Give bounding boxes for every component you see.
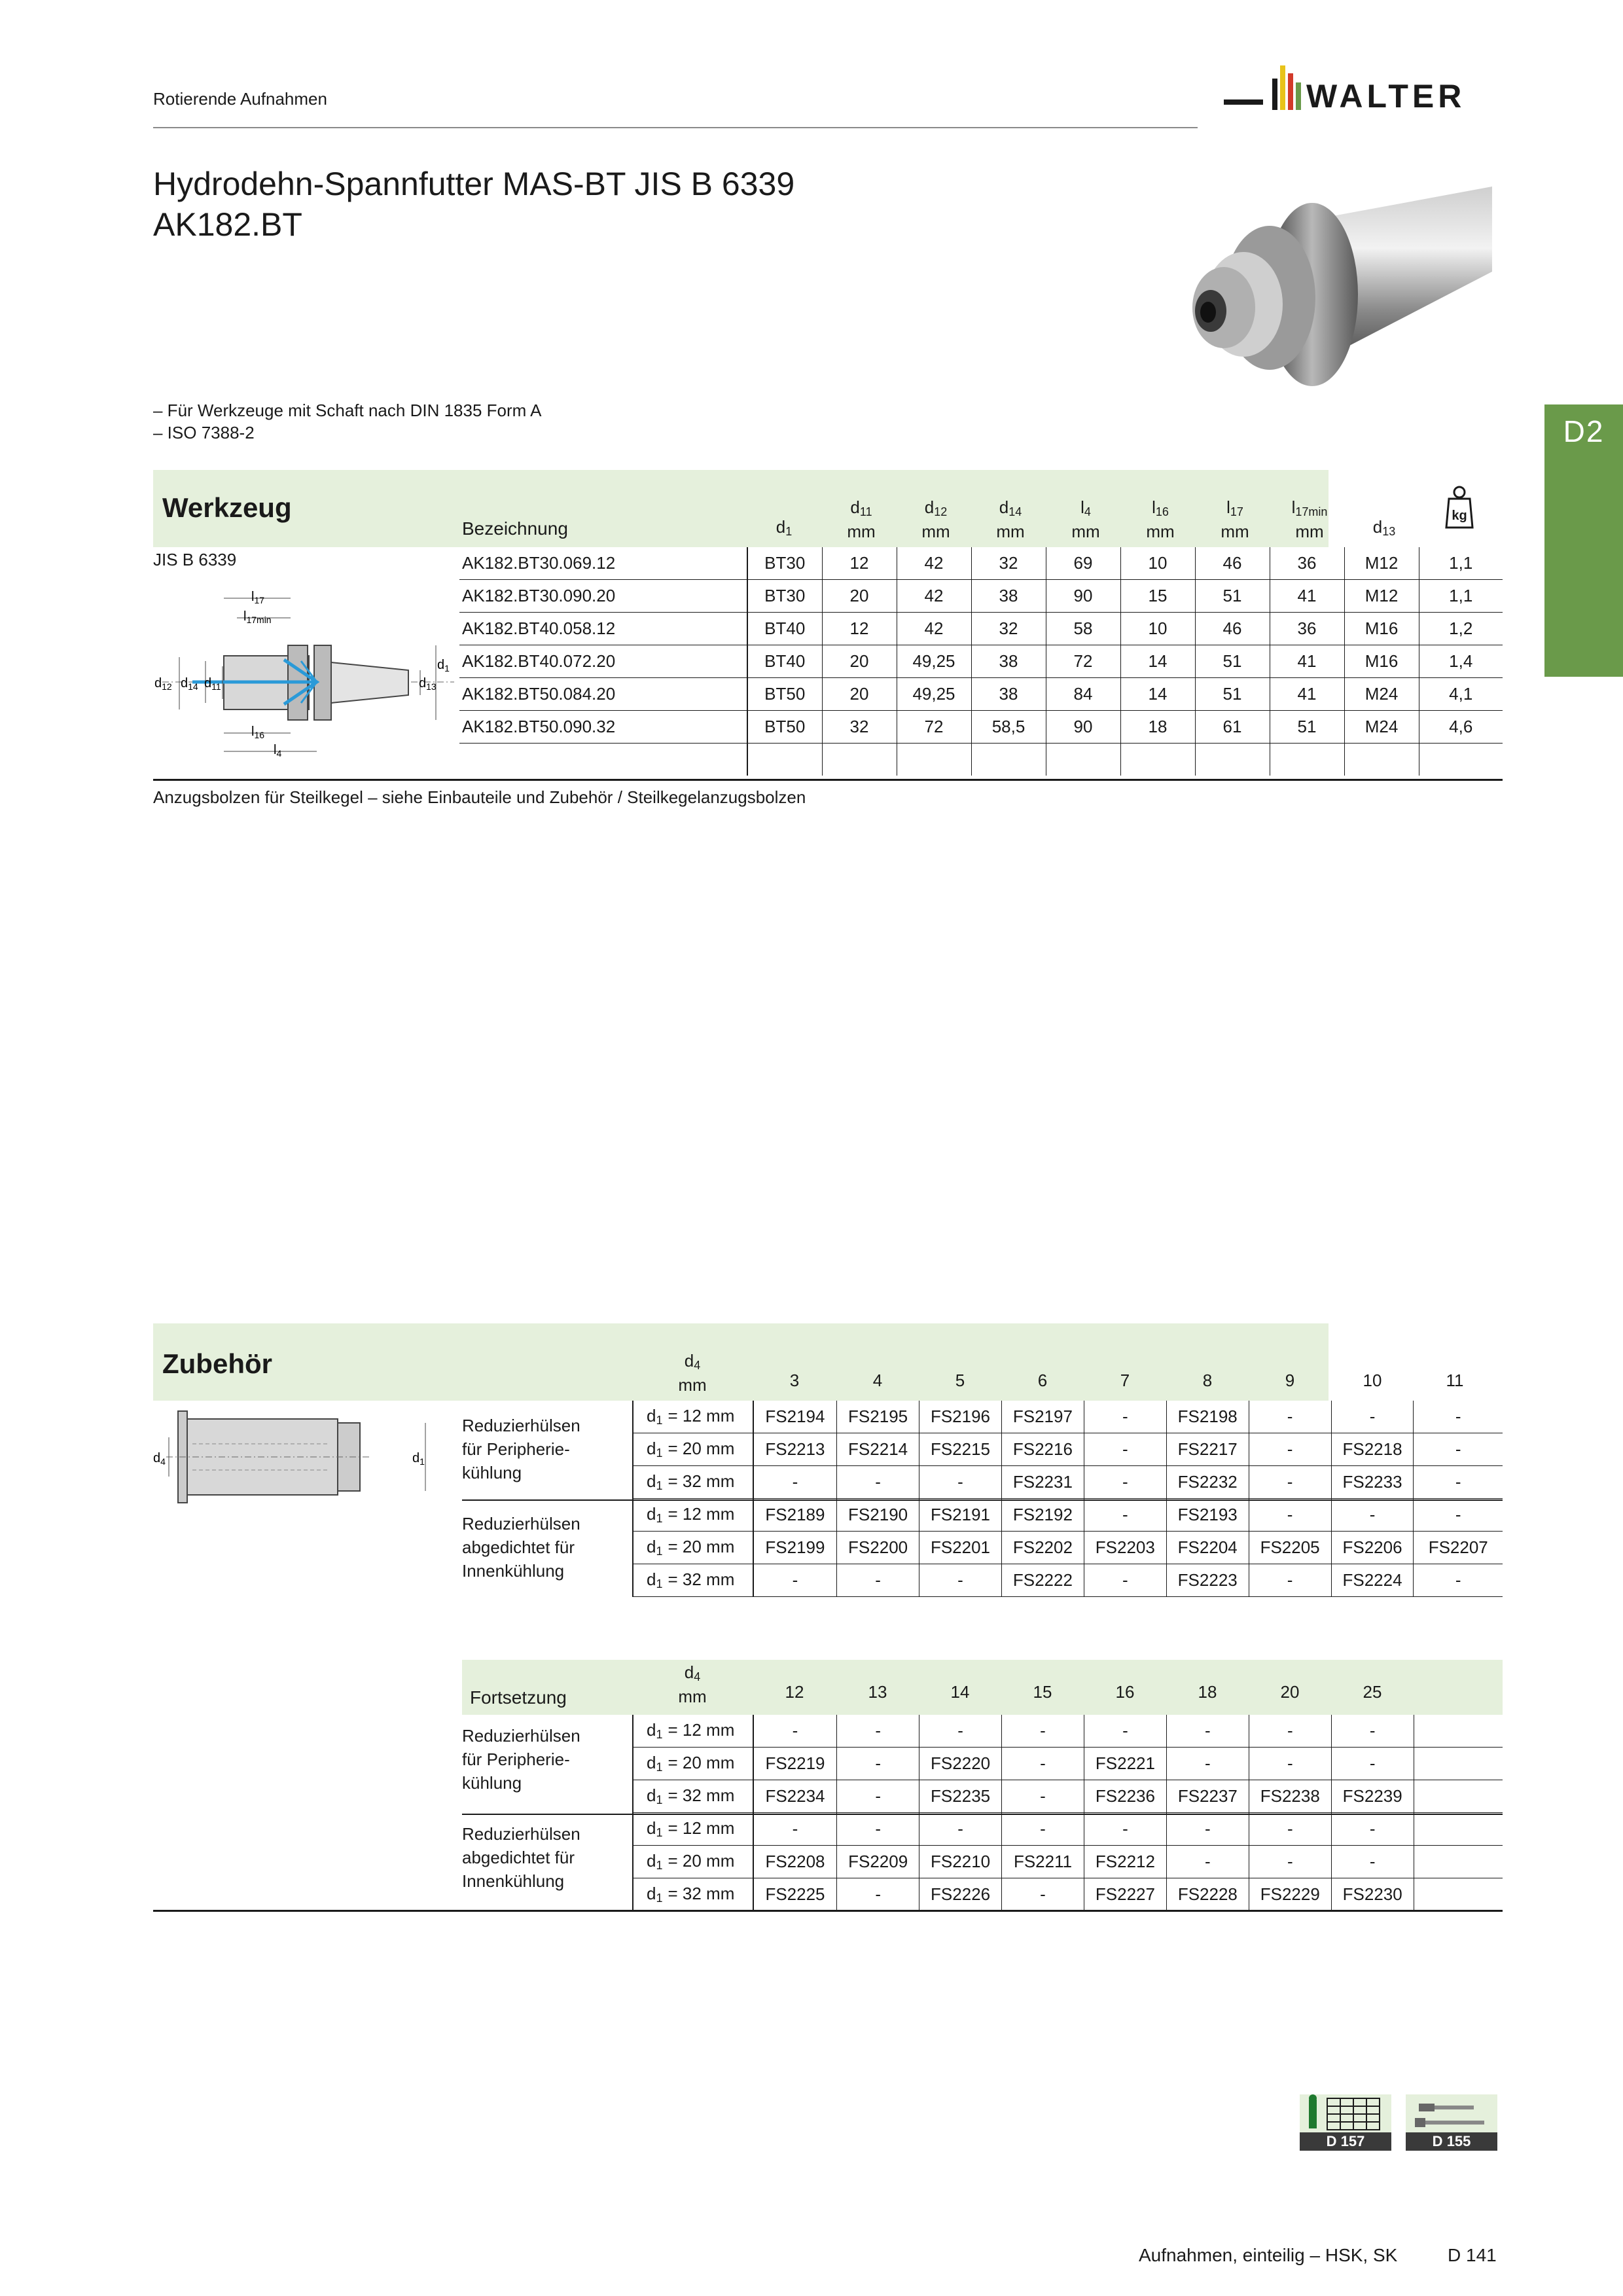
table-cell: - [1331,1748,1414,1780]
fortsetzung-title: Fortsetzung [470,1687,567,1708]
table-cell: FS2216 [1001,1433,1084,1466]
table-cell: FS2197 [1001,1401,1084,1433]
table-cell [1046,744,1120,776]
table-row [633,1564,1503,1597]
table-cell: FS2211 [1002,1846,1084,1878]
table-cell: - [919,1564,1002,1597]
table-cell: 12 [822,547,897,580]
table-cell: 58 [1046,613,1120,645]
col-d11: d11 mm [847,497,876,541]
table-cell: FS2218 [1331,1433,1414,1466]
table-cell: - [1331,1846,1414,1878]
table-cell [747,744,822,776]
table-cell: FS2190 [837,1499,919,1532]
group-label-peripherie: Reduzierhülsen für Peripherie- kühlung [462,1416,580,1482]
ref-info-label[interactable]: D 157 [1300,2132,1391,2151]
table-cell: - [919,1466,1002,1499]
feature-item: – Für Werkzeuge mit Schaft nach DIN 1835 Form A [153,401,542,420]
size-header: 14 [950,1682,970,1702]
table-row [633,1532,1503,1564]
table-cell: BT50 [747,711,822,744]
table-row [633,1878,1503,1911]
table-cell: - [1084,1401,1166,1433]
table-cell: FS2195 [837,1401,919,1433]
table-cell: 15 [1120,580,1195,613]
table-cell: FS2228 [1166,1878,1249,1911]
table-cell: 36 [1270,547,1344,580]
table-cell: FS2202 [1001,1532,1084,1564]
chuck-drawing [153,584,461,761]
section-header: Rotierende Aufnahmen [153,89,327,109]
werkzeug-title: Werkzeug [162,492,292,523]
footer-text: Aufnahmen, einteilig – HSK, SK [1139,2245,1398,2265]
table-cell: 14 [1120,678,1195,711]
label-d4: $d_4$ [153,1451,166,1467]
size-header: 4 [872,1371,883,1390]
table-cell: 90 [1046,711,1120,744]
page-number: D 141 [1448,2245,1497,2265]
table-cell: - [1249,1748,1331,1780]
col-l16: l16 mm [1146,497,1175,541]
table-cell: - [1249,1499,1331,1532]
table-cell: 1,1 [1419,580,1503,613]
table-cell: FS2194 [753,1401,837,1433]
table-cell: FS2224 [1331,1564,1414,1597]
fortsetzung-group-divider [462,1814,1503,1815]
d1-label: d1 = 32 mm [633,1780,753,1813]
table-cell: FS2208 [753,1846,837,1878]
table-cell: 42 [897,580,971,613]
weight-kg-icon [1445,484,1474,530]
col-d14: d14 mm [996,497,1025,541]
table-cell: 38 [971,645,1046,678]
label-d14: $d_{14}$ [181,676,198,692]
table-cell: FS2213 [753,1433,837,1466]
fortsetzung-table [632,1715,1503,1911]
size-header: 16 [1115,1682,1135,1702]
table-cell: - [837,1564,919,1597]
table-row [633,1433,1503,1466]
d1-label: d1 = 32 mm [633,1466,753,1499]
table-row [459,711,1503,744]
fortsetzung-bottom-rule [153,1910,1503,1912]
table-cell: FS2199 [753,1532,837,1564]
label-d1: $d_1$ [437,658,450,673]
table-cell: - [1084,1813,1166,1846]
label-l16: $l_{16}$ [251,725,265,740]
table-cell: FS2233 [1331,1466,1414,1499]
bolt-icon [1406,2094,1497,2132]
table-cell: FS2206 [1331,1532,1414,1564]
article-number: AK182.BT30.069.12 [459,547,747,580]
table-cell: FS2225 [753,1878,837,1911]
table-cell: - [1166,1715,1249,1748]
article-number: AK182.BT50.090.32 [459,711,747,744]
col-d4: d4 mm [678,1351,707,1395]
table-cell: 58,5 [971,711,1046,744]
table-cell: - [1002,1813,1084,1846]
info-table-icon [1300,2094,1391,2132]
table-cell: FS2209 [837,1846,919,1878]
table-cell [1414,1715,1503,1748]
table-cell: FS2205 [1249,1532,1331,1564]
table-cell [1414,1878,1503,1911]
table-cell: M12 [1344,580,1419,613]
label-d11: $d_{11}$ [204,676,221,692]
table-cell: - [1249,1466,1331,1499]
table-cell [1195,744,1270,776]
table-row [633,1748,1503,1780]
title-line-2: AK182.BT [153,206,302,243]
table-row [633,1780,1503,1813]
chapter-tab-label: D2 [1563,414,1605,448]
size-header: 6 [1037,1371,1048,1390]
table-cell: FS2212 [1084,1846,1166,1878]
label-d1: $d_1$ [412,1451,425,1467]
werkzeug-table [459,547,1503,776]
page-title [153,164,794,245]
table-row [633,1499,1503,1532]
zubehoer-title: Zubehör [162,1348,272,1379]
norm-label: JIS B 6339 [153,550,237,569]
table-cell: - [1414,1401,1503,1433]
table-cell: FS2232 [1166,1466,1249,1499]
table-cell: FS2200 [837,1532,919,1564]
table-cell: - [919,1813,1002,1846]
table-cell: 84 [1046,678,1120,711]
col-d1: d1 [776,517,793,538]
table-cell: - [1249,1846,1331,1878]
table-cell: FS2198 [1166,1401,1249,1433]
table-row [459,580,1503,613]
size-header: 7 [1120,1371,1130,1390]
table-cell [897,744,971,776]
table-cell: - [753,1715,837,1748]
feature-item: – ISO 7388-2 [153,423,255,442]
table-cell: - [1002,1780,1084,1813]
table-cell: 32 [822,711,897,744]
group-label-innenkuehlung: Reduzierhülsen abgedichtet für Innenkühlung [462,1514,580,1581]
col-d13: d13 [1372,517,1396,538]
table-cell: - [837,1878,919,1911]
table-cell: FS2191 [919,1499,1002,1532]
table-cell: FS2237 [1166,1780,1249,1813]
table-cell: - [919,1715,1002,1748]
table-row [633,1813,1503,1846]
table-cell: - [1249,1564,1331,1597]
d1-label: d1 = 12 mm [633,1401,753,1433]
table-cell: 10 [1120,547,1195,580]
table-cell: - [1249,1813,1331,1846]
ref-info-box[interactable] [1300,2094,1391,2132]
table-cell: FS2210 [919,1846,1002,1878]
d1-label: d1 = 32 mm [633,1878,753,1911]
zubehoer-table [632,1401,1503,1597]
col-d12: d12 mm [921,497,950,541]
table-cell: - [837,1780,919,1813]
table-cell: FS2222 [1001,1564,1084,1597]
table-cell: - [1084,1433,1166,1466]
size-header: 5 [955,1371,965,1390]
table-cell: 72 [1046,645,1120,678]
table-cell: - [1414,1564,1503,1597]
size-header: 18 [1198,1682,1217,1702]
table-cell: M24 [1344,711,1419,744]
label-d13: $d_{13}$ [419,676,437,692]
table-cell: 12 [822,613,897,645]
table-cell: 51 [1195,645,1270,678]
table-row-empty [459,744,1503,776]
table-cell [1120,744,1195,776]
article-number: AK182.BT30.090.20 [459,580,747,613]
table-cell: 46 [1195,547,1270,580]
table-cell: - [837,1715,919,1748]
table-cell [1414,1748,1503,1780]
table-cell: FS2221 [1084,1748,1166,1780]
size-header: 8 [1202,1371,1213,1390]
article-number: AK182.BT40.058.12 [459,613,747,645]
walter-logo-icon [1224,60,1499,119]
table-cell: 4,6 [1419,711,1503,744]
werkzeug-bottom-rule [153,779,1503,781]
sleeve-drawing [153,1407,441,1507]
table-cell: 4,1 [1419,678,1503,711]
table-cell [1344,744,1419,776]
table-cell: - [1249,1715,1331,1748]
table-cell: - [1002,1748,1084,1780]
table-cell: - [1166,1813,1249,1846]
table-cell: 72 [897,711,971,744]
table-cell [1414,1846,1503,1878]
table-cell: 49,25 [897,678,971,711]
table-cell [1414,1780,1503,1813]
size-header: 9 [1285,1371,1295,1390]
table-cell: 20 [822,645,897,678]
table-cell: M12 [1344,547,1419,580]
svg-text:WALTER: WALTER [1306,78,1466,115]
d1-label: d1 = 20 mm [633,1532,753,1564]
table-cell: 61 [1195,711,1270,744]
table-cell: FS2189 [753,1499,837,1532]
table-cell: M24 [1344,678,1419,711]
table-cell: - [837,1466,919,1499]
d1-label: d1 = 12 mm [633,1813,753,1846]
label-l17: $l_{17}$ [251,590,265,605]
table-cell: 69 [1046,547,1120,580]
label-d12: $d_{12}$ [154,676,172,692]
table-cell: 20 [822,678,897,711]
table-cell: 51 [1195,678,1270,711]
group-label-innenkuehlung-cont: Reduzierhülsen abgedichtet für Innenkühlung [462,1824,580,1891]
table-cell: - [1414,1466,1503,1499]
table-cell: FS2193 [1166,1499,1249,1532]
table-cell: 42 [897,547,971,580]
col-d4-cont: d4 mm [678,1662,707,1706]
table-cell: FS2236 [1084,1780,1166,1813]
table-row [633,1466,1503,1499]
table-cell: 36 [1270,613,1344,645]
table-cell: - [1084,1499,1166,1532]
table-cell: - [1331,1813,1414,1846]
ref-bolt-box[interactable] [1406,2094,1497,2132]
d1-label: d1 = 12 mm [633,1499,753,1532]
table-cell: FS2227 [1084,1878,1166,1911]
table-cell: BT40 [747,645,822,678]
table-cell: FS2229 [1249,1878,1331,1911]
table-cell: FS2220 [919,1748,1002,1780]
table-cell: 1,2 [1419,613,1503,645]
table-cell: BT40 [747,613,822,645]
table-cell: 41 [1270,580,1344,613]
table-cell: FS2239 [1331,1780,1414,1813]
d1-label: d1 = 32 mm [633,1564,753,1597]
size-header: 25 [1363,1682,1382,1702]
feature-list [153,399,541,444]
size-header: 13 [868,1682,887,1702]
table-cell: FS2226 [919,1878,1002,1911]
d1-label: d1 = 12 mm [633,1715,753,1748]
table-cell: FS2230 [1331,1878,1414,1911]
table-cell [1414,1813,1503,1846]
table-cell: - [1414,1433,1503,1466]
col-l17: l17 mm [1221,497,1249,541]
table-cell: M16 [1344,613,1419,645]
table-cell: 32 [971,547,1046,580]
ref-bolt-label[interactable]: D 155 [1406,2132,1497,2151]
table-cell: - [1249,1401,1331,1433]
label-l17min: $l_{17min}$ [243,609,272,625]
table-cell: FS2235 [919,1780,1002,1813]
group-label-peripherie-cont: Reduzierhülsen für Peripherie- kühlung [462,1726,580,1793]
table-cell: FS2204 [1166,1532,1249,1564]
table-cell: 1,4 [1419,645,1503,678]
table-cell [971,744,1046,776]
table-cell: M16 [1344,645,1419,678]
table-cell: 41 [1270,645,1344,678]
table-row [459,547,1503,580]
table-cell: - [753,1564,837,1597]
table-cell: - [1002,1715,1084,1748]
zubehoer-group-divider [462,1499,1503,1501]
table-cell: 20 [822,580,897,613]
table-cell [822,744,897,776]
table-cell: 51 [1195,580,1270,613]
table-cell: 51 [1270,711,1344,744]
table-cell: - [1414,1499,1503,1532]
table-cell: FS2238 [1249,1780,1331,1813]
table-cell: FS2192 [1001,1499,1084,1532]
table-cell: FS2234 [753,1780,837,1813]
size-header: 11 [1446,1371,1464,1390]
size-header: 15 [1033,1682,1052,1702]
table-cell: - [1084,1564,1166,1597]
table-cell: FS2217 [1166,1433,1249,1466]
table-cell: 14 [1120,645,1195,678]
table-cell: - [1331,1499,1414,1532]
table-cell: FS2196 [919,1401,1002,1433]
table-cell: FS2214 [837,1433,919,1466]
header-divider [153,127,1198,128]
title-line-1: Hydrodehn-Spannfutter MAS-BT JIS B 6339 [153,166,795,202]
product-image [1165,167,1505,403]
table-cell: FS2215 [919,1433,1002,1466]
table-cell [1419,744,1503,776]
col-l17min: l17min mm [1291,497,1328,541]
table-cell: FS2207 [1414,1532,1503,1564]
table-cell: - [1002,1878,1084,1911]
table-cell: - [1084,1715,1166,1748]
table-row [459,645,1503,678]
size-header: 20 [1280,1682,1300,1702]
table-row [459,678,1503,711]
table-row [633,1401,1503,1433]
table-cell: 38 [971,580,1046,613]
table-cell: - [1166,1748,1249,1780]
d1-label: d1 = 20 mm [633,1433,753,1466]
table-cell: 41 [1270,678,1344,711]
d1-label: d1 = 20 mm [633,1748,753,1780]
size-header: 3 [789,1371,800,1390]
table-cell: - [1249,1433,1331,1466]
table-row [633,1846,1503,1878]
table-cell: - [837,1748,919,1780]
table-cell: BT50 [747,678,822,711]
table-cell: 42 [897,613,971,645]
table-cell: FS2219 [753,1748,837,1780]
chapter-tab[interactable] [1544,404,1623,677]
table-cell: - [1084,1466,1166,1499]
col-l4: l4 mm [1071,497,1100,541]
table-cell: 38 [971,678,1046,711]
table-cell: 1,1 [1419,547,1503,580]
table-cell: - [1166,1846,1249,1878]
table-cell: - [837,1813,919,1846]
table-cell: 49,25 [897,645,971,678]
table-cell: FS2223 [1166,1564,1249,1597]
table-cell: BT30 [747,580,822,613]
label-l4: $l_4$ [274,743,282,759]
table-cell: 90 [1046,580,1120,613]
table-cell: FS2201 [919,1532,1002,1564]
table-cell: 18 [1120,711,1195,744]
article-number: AK182.BT50.084.20 [459,678,747,711]
table-cell: - [1331,1715,1414,1748]
col-bezeichnung: Bezeichnung [462,518,568,539]
walter-logo [1224,60,1499,119]
table-cell: 32 [971,613,1046,645]
table-row [633,1715,1503,1748]
table-cell: FS2203 [1084,1532,1166,1564]
table-cell: FS2231 [1001,1466,1084,1499]
article-number: AK182.BT40.072.20 [459,645,747,678]
anzugsbolzen-note: Anzugsbolzen für Steilkegel – siehe Einbauteile und Zubehör / Steilkegelanzugsbolzen [153,787,806,807]
table-cell: 46 [1195,613,1270,645]
svg-text:kg: kg [1452,509,1467,523]
table-cell: 10 [1120,613,1195,645]
table-cell [1270,744,1344,776]
table-row [459,613,1503,645]
d1-label: d1 = 20 mm [633,1846,753,1878]
table-cell: - [753,1813,837,1846]
table-cell: BT30 [747,547,822,580]
size-header: 10 [1363,1371,1382,1390]
size-header: 12 [785,1682,804,1702]
table-cell: - [1331,1401,1414,1433]
table-cell: - [753,1466,837,1499]
table-cell [459,744,747,776]
